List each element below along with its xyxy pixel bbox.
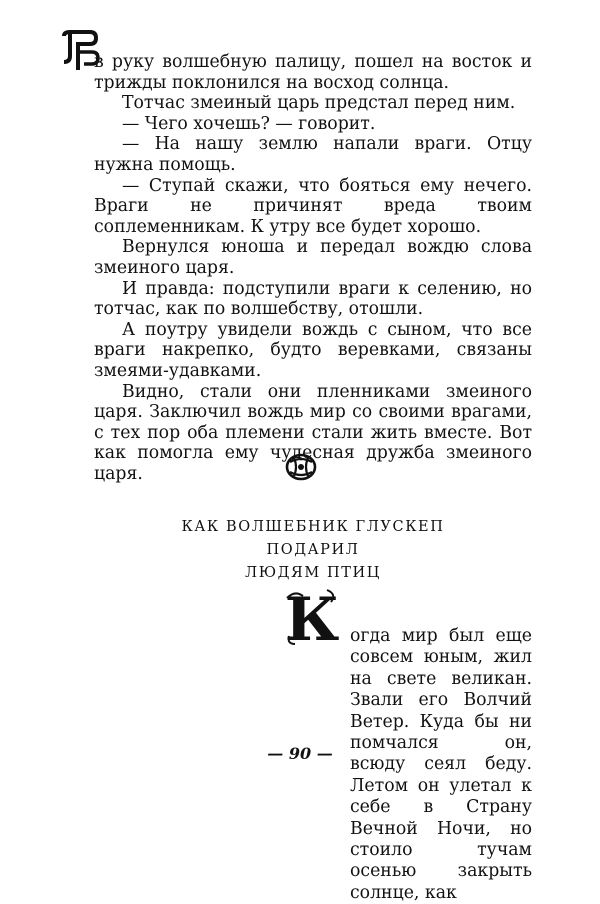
paragraph: Тотчас змеиный царь предстал перед ним. bbox=[122, 93, 516, 114]
paragraph: огда мир был еще совсем юным, жил на свете великан. Звали его Волчий Ветер. Куда бы ни помчался он, всюду сеял беду. Летом он улетал к себе в Страну Вечной Ночи, но стоило тучам осенью закрыть солнце, как bbox=[350, 626, 532, 903]
drop-cap-text: К bbox=[284, 586, 340, 648]
paragraph: — Чего хочешь? — говорит. bbox=[122, 113, 376, 134]
story-text bbox=[94, 626, 532, 904]
title-line: ЛЮДЯМ ПТИЦ bbox=[245, 565, 381, 581]
paragraph: в руку волшебную палицу, пошел на восток и трижды поклонился на восход солнца. bbox=[94, 52, 532, 93]
title-line: КАК ВОЛШЕБНИК ГЛУСКЕП bbox=[181, 519, 445, 535]
paragraph: И правда: подступили враги к селению, но тотчас, как по волшебству, отошли. bbox=[94, 278, 532, 320]
title-line: ПОДАРИЛ bbox=[266, 542, 360, 558]
paragraph: — Ступай скажи, что бояться ему нечего. Враги не причинят вреда твоим соплеменникам. К утру все будет хорошо. bbox=[94, 175, 532, 237]
paragraph: Вернулся юноша и передал вождю слова змеиного царя. bbox=[94, 237, 532, 278]
page-number: — 90 — bbox=[267, 744, 333, 763]
previous-story-text bbox=[94, 52, 532, 484]
paragraph: — На нашу землю напали враги. Отцу нужна помощь. bbox=[94, 134, 532, 175]
paragraph: Видно, стали они пленниками змеиного царя. Заключил вождь мир со своими врагами, с тех пор оба племени стали жить вместе. Вот как помогла ему чудесная дружба змеиного царя. bbox=[94, 381, 532, 484]
paragraph: А поутру увидели вождь с сыном, что все враги накрепко, будто веревками, связаны змеями-удавками. bbox=[94, 319, 532, 381]
celtic-knot-icon bbox=[284, 452, 318, 482]
story-title bbox=[94, 516, 532, 585]
